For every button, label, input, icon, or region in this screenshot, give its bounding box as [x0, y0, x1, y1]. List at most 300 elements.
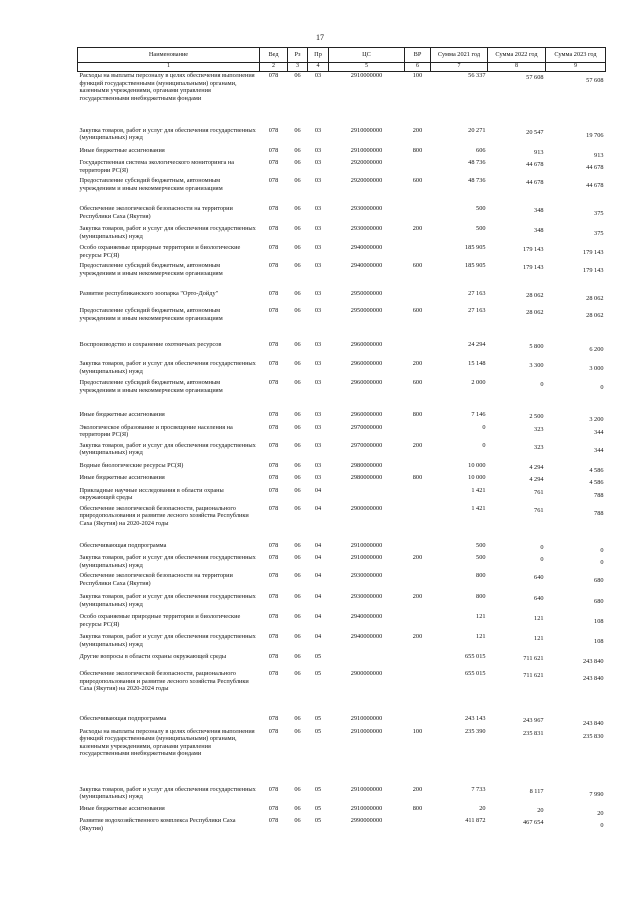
cell-name: Закупка товаров, работ и услуг для обеспечения государственных (муниципальных) нужд — [79, 126, 256, 142]
cell-rz: 06 — [294, 159, 301, 167]
cell-sum-2021: 185 905 — [465, 244, 486, 252]
cell-sum-2022: 761 — [534, 506, 544, 514]
cell-sum-2022: 8 117 — [529, 787, 544, 795]
cell-rz: 06 — [294, 441, 301, 449]
header-sum-2021: Сумма 2021 год — [431, 48, 488, 63]
cell-ved: 078 — [268, 613, 279, 621]
cell-ved: 078 — [268, 72, 279, 79]
cell-sum-2022: 121 — [534, 615, 544, 623]
cell-sum-2022: 4 294 — [529, 463, 544, 471]
table-row — [78, 147, 606, 160]
cell-sum-2022: 28 062 — [526, 309, 544, 317]
table-row — [78, 341, 606, 360]
cell-pr: 04 — [314, 541, 322, 549]
cell-sum-2023: 4 586 — [589, 479, 604, 487]
cell-cs: 2950000000 — [350, 290, 383, 298]
cell-cs: 2910000000 — [350, 785, 383, 793]
cell-ved: 078 — [268, 727, 279, 735]
table-row — [78, 127, 606, 147]
table-row — [78, 307, 606, 341]
table-row — [78, 424, 606, 442]
table-row — [78, 205, 606, 225]
cell-cs: 2940000000 — [350, 262, 383, 270]
table-row — [78, 262, 606, 290]
cell-sum-2021: 48 736 — [468, 159, 486, 167]
cell-ved: 078 — [268, 633, 279, 641]
cell-cs: 2910000000 — [350, 715, 383, 723]
table-row — [78, 715, 606, 728]
cell-vr — [405, 572, 431, 593]
cell-sum-2021: 655 015 — [465, 653, 486, 661]
cell-sum-2023: 913 — [594, 151, 604, 159]
table-row — [78, 554, 606, 572]
cell-pr: 04 — [314, 504, 322, 512]
cell-ved: 078 — [268, 593, 279, 601]
cell-sum-2021: 243 143 — [465, 715, 486, 723]
cell-sum-2022: 0 — [540, 556, 544, 564]
cell-rz: 06 — [294, 411, 301, 419]
cell-sum-2022: 44 678 — [526, 179, 544, 187]
cell-pr: 05 — [314, 715, 322, 723]
cell-sum-2021: 10 000 — [468, 461, 486, 469]
cell-pr: 05 — [314, 727, 322, 735]
cell-pr: 04 — [314, 486, 322, 494]
cell-cs: 2910000000 — [350, 541, 383, 549]
table-row — [78, 505, 606, 542]
header-row — [78, 48, 606, 63]
cell-rz: 06 — [294, 461, 301, 469]
column-number: 4 — [308, 63, 329, 72]
cell-sum-2021: 0 — [482, 423, 486, 431]
cell-rz: 06 — [294, 804, 301, 812]
cell-name: Развитие водохозяйственного комплекса Республики Саха (Якутия) — [79, 817, 236, 832]
column-number: 2 — [260, 63, 288, 72]
cell-vr: 800 — [412, 411, 423, 419]
cell-name: Расходы на выплаты персоналу в целях обеспечения выполнения функций государственными (муниципальными) органами, казенными учреждениями, органами управления государственными внебюджетными фондами — [79, 727, 255, 758]
cell-sum-2021: 800 — [476, 593, 486, 601]
cell-ved: 078 — [268, 572, 279, 580]
cell-sum-2022: 0 — [540, 543, 544, 551]
cell-sum-2021: 27 163 — [468, 290, 486, 298]
table-row — [78, 786, 606, 805]
cell-vr — [405, 653, 431, 670]
table-row — [78, 462, 606, 475]
cell-cs — [329, 487, 405, 505]
cell-rz: 06 — [294, 341, 301, 349]
cell-ved: 078 — [268, 126, 279, 134]
cell-sum-2023: 28 062 — [586, 312, 604, 320]
cell-cs: 2990000000 — [350, 817, 383, 825]
cell-sum-2022: 640 — [534, 595, 544, 603]
cell-vr — [405, 159, 431, 177]
cell-sum-2023: 44 678 — [586, 164, 604, 172]
cell-cs: 2910000000 — [350, 804, 383, 812]
cell-cs: 2900000000 — [350, 504, 383, 512]
cell-sum-2021: 2 000 — [471, 379, 486, 387]
cell-sum-2023: 108 — [594, 618, 604, 626]
cell-sum-2021: 0 — [482, 441, 486, 449]
cell-name: Иные бюджетные ассигнования — [79, 804, 165, 812]
column-number: 1 — [78, 63, 260, 72]
cell-ved: 078 — [268, 290, 279, 298]
cell-rz: 06 — [294, 633, 301, 641]
cell-vr: 200 — [412, 554, 423, 562]
cell-cs: 2940000000 — [350, 633, 383, 641]
cell-name: Обеспечивающая подпрограмма — [79, 541, 167, 549]
cell-vr: 800 — [412, 474, 423, 482]
cell-vr: 800 — [412, 804, 423, 812]
cell-pr: 04 — [314, 593, 322, 601]
cell-sum-2023: 0 — [600, 559, 604, 567]
table-row — [78, 360, 606, 379]
cell-cs: 2960000000 — [350, 379, 383, 387]
cell-rz: 06 — [294, 72, 301, 79]
cell-cs: 2980000000 — [350, 474, 383, 482]
table-row — [78, 542, 606, 555]
cell-vr — [405, 341, 431, 360]
cell-pr: 05 — [314, 670, 322, 678]
cell-sum-2023: 57 608 — [586, 77, 604, 84]
cell-cs: 2930000000 — [350, 572, 383, 580]
cell-vr: 100 — [412, 72, 423, 79]
cell-name: Закупка товаров, работ и услуг для обеспечения государственных (муниципальных) нужд — [79, 441, 256, 457]
cell-sum-2021: 121 — [476, 633, 486, 641]
cell-vr — [405, 290, 431, 307]
cell-cs: 2970000000 — [350, 441, 383, 449]
cell-ved: 078 — [268, 817, 279, 825]
cell-name: Обеспечение экологической безопасности на территории Республики Саха (Якутия) — [79, 205, 233, 220]
cell-cs: 2960000000 — [350, 360, 383, 368]
cell-vr: 800 — [412, 146, 423, 154]
cell-pr: 05 — [314, 817, 322, 825]
cell-ved: 078 — [268, 504, 279, 512]
cell-ved: 078 — [268, 262, 279, 270]
cell-rz: 06 — [294, 262, 301, 270]
cell-pr: 03 — [314, 461, 322, 469]
cell-cs: 2910000000 — [350, 146, 383, 154]
cell-sum-2022: 761 — [534, 488, 544, 496]
cell-sum-2022: 323 — [534, 443, 544, 451]
cell-name: Другие вопросы в области охраны окружающей среды — [79, 653, 227, 661]
cell-name: Государственная система экологического мониторинга на территории РС(Я) — [79, 159, 234, 174]
cell-cs: 2930000000 — [350, 205, 383, 213]
cell-name: Обеспечивающая подпрограмма — [79, 715, 167, 723]
column-number: 8 — [488, 63, 546, 72]
cell-ved: 078 — [268, 804, 279, 812]
cell-ved: 078 — [268, 653, 279, 661]
cell-cs: 2950000000 — [350, 307, 383, 315]
cell-ved: 078 — [268, 411, 279, 419]
cell-sum-2023: 19 706 — [586, 131, 604, 139]
cell-vr — [405, 542, 431, 555]
cell-name: Иные бюджетные ассигнования — [79, 146, 165, 154]
cell-sum-2021: 7 733 — [471, 785, 486, 793]
cell-vr: 600 — [412, 177, 423, 185]
table-row — [78, 670, 606, 715]
header-vr: ВР — [405, 48, 431, 63]
cell-sum-2022: 28 062 — [526, 292, 544, 300]
cell-sum-2021: 500 — [476, 205, 486, 213]
cell-sum-2023: 6 200 — [589, 346, 604, 354]
cell-sum-2021: 121 — [476, 613, 486, 621]
table-row — [78, 572, 606, 593]
cell-sum-2022: 20 547 — [526, 128, 544, 136]
cell-sum-2021: 800 — [476, 572, 486, 580]
cell-ved: 078 — [268, 541, 279, 549]
cell-name: Обеспечение экологической безопасности на территории Республики Саха (Якутия) — [79, 572, 233, 587]
cell-sum-2023: 243 840 — [583, 675, 604, 683]
cell-rz: 06 — [294, 727, 301, 735]
table-row — [78, 159, 606, 177]
cell-sum-2021: 20 — [479, 804, 486, 812]
cell-cs: 2920000000 — [350, 159, 383, 167]
cell-sum-2023: 179 143 — [583, 267, 604, 275]
cell-sum-2023: 375 — [594, 210, 604, 218]
cell-rz: 06 — [294, 379, 301, 387]
column-number: 7 — [431, 63, 488, 72]
cell-rz: 06 — [294, 307, 301, 315]
cell-pr: 03 — [314, 360, 322, 368]
cell-name: Закупка товаров, работ и услуг для обеспечения государственных (муниципальных) нужд — [79, 225, 256, 240]
cell-vr — [405, 462, 431, 475]
cell-vr: 200 — [412, 441, 423, 449]
cell-name: Предоставление субсидий бюджетным, автономным учреждениям и иным некоммерческим организациям — [79, 307, 223, 322]
cell-rz: 06 — [294, 817, 301, 825]
cell-sum-2021: 500 — [476, 541, 486, 549]
cell-rz: 06 — [294, 423, 301, 431]
cell-ved: 078 — [268, 474, 279, 482]
cell-pr: 03 — [314, 146, 322, 154]
cell-ved: 078 — [268, 554, 279, 562]
cell-pr: 03 — [314, 244, 322, 252]
header-pr: Пр — [308, 48, 329, 63]
cell-sum-2022: 3 300 — [529, 362, 544, 370]
column-number-row — [78, 63, 606, 72]
cell-sum-2023: 28 062 — [586, 295, 604, 303]
cell-name: Воспроизводство и сохранение охотничьих ресурсов — [79, 341, 222, 349]
page-number: 17 — [316, 33, 324, 42]
cell-vr: 200 — [412, 360, 423, 368]
cell-sum-2022: 179 143 — [523, 246, 544, 254]
budget-table — [77, 47, 606, 835]
cell-sum-2023: 3 000 — [589, 365, 604, 373]
cell-rz: 06 — [294, 360, 301, 368]
cell-name: Закупка товаров, работ и услуг для обеспечения государственных (муниципальных) нужд — [79, 785, 256, 801]
cell-sum-2021: 27 163 — [468, 307, 486, 315]
cell-sum-2022: 467 654 — [523, 819, 544, 827]
cell-ved: 078 — [268, 461, 279, 469]
column-number: 5 — [329, 63, 405, 72]
cell-cs: 2930000000 — [350, 593, 383, 601]
cell-name: Обеспечение экологической безопасности, рационального природопользования и развитие лесного хозяйства Республики Саха (Якутия) на 2020-2024 годы — [79, 504, 249, 527]
cell-sum-2021: 606 — [476, 146, 486, 154]
cell-rz: 06 — [294, 653, 301, 661]
cell-pr: 04 — [314, 613, 322, 621]
cell-vr: 200 — [412, 225, 423, 233]
cell-sum-2021: 56 337 — [468, 72, 486, 79]
cell-pr: 03 — [314, 290, 322, 298]
cell-ved: 078 — [268, 670, 279, 678]
cell-pr: 03 — [314, 225, 322, 233]
cell-name: Особо охраняемые природные территории и биологические ресурсы РС(Я) — [79, 244, 241, 259]
cell-pr: 03 — [314, 205, 322, 213]
cell-sum-2023: 0 — [600, 546, 604, 554]
cell-sum-2022: 711 621 — [523, 672, 544, 680]
cell-rz: 06 — [294, 613, 301, 621]
cell-name: Закупка товаров, работ и услуг для обеспечения государственных (муниципальных) нужд — [79, 633, 256, 648]
cell-ved: 078 — [268, 307, 279, 315]
cell-name: Водные биологические ресурсы РС(Я) — [79, 461, 184, 469]
header-ved: Вед — [260, 48, 288, 63]
cell-name: Экологическое образование и просвещение населения на территории РС(Я) — [79, 423, 233, 439]
cell-sum-2021: 1 421 — [471, 504, 486, 512]
cell-vr: 600 — [412, 262, 423, 270]
cell-name: Расходы на выплаты персоналу в целях обеспечения выполнения функций государственными (муниципальными) органами, казенными учреждениями, органами управления государственными внебюджетными фондами — [79, 72, 255, 102]
cell-sum-2023: 235 830 — [583, 732, 604, 740]
cell-ved: 078 — [268, 441, 279, 449]
cell-sum-2023: 3 200 — [589, 416, 604, 424]
cell-vr: 600 — [412, 307, 423, 315]
cell-rz: 06 — [294, 225, 301, 233]
cell-sum-2021: 500 — [476, 554, 486, 562]
cell-pr: 03 — [314, 423, 322, 431]
cell-sum-2023: 243 840 — [583, 658, 604, 666]
cell-rz: 06 — [294, 541, 301, 549]
cell-sum-2021: 235 390 — [465, 727, 486, 735]
cell-pr: 03 — [314, 307, 322, 315]
cell-vr — [405, 817, 431, 835]
cell-rz: 06 — [294, 126, 301, 134]
table-row — [78, 290, 606, 307]
cell-pr: 03 — [314, 411, 322, 419]
cell-sum-2023: 7 990 — [589, 790, 604, 798]
cell-vr — [405, 613, 431, 633]
cell-sum-2022: 179 143 — [523, 264, 544, 272]
cell-vr — [405, 424, 431, 442]
cell-sum-2023: 375 — [594, 230, 604, 238]
table-row — [78, 474, 606, 487]
cell-sum-2023: 344 — [594, 428, 604, 436]
cell-sum-2022: 348 — [534, 207, 544, 215]
table-row — [78, 379, 606, 411]
cell-pr: 05 — [314, 785, 322, 793]
cell-name: Иные бюджетные ассигнования — [79, 411, 165, 419]
cell-name: Развитие республиканского зоопарка "Орто-Дойду" — [79, 290, 219, 298]
cell-pr: 04 — [314, 572, 322, 580]
table-row — [78, 442, 606, 462]
cell-sum-2022: 20 — [537, 806, 544, 814]
table-row — [78, 225, 606, 244]
cell-sum-2023: 788 — [594, 509, 604, 517]
cell-ved: 078 — [268, 244, 279, 252]
cell-cs — [329, 653, 405, 670]
cell-cs: 2910000000 — [350, 727, 383, 735]
cell-rz: 06 — [294, 205, 301, 213]
cell-rz: 06 — [294, 593, 301, 601]
cell-name: Предоставление субсидий бюджетным, автономным учреждениям и иным некоммерческим организациям — [79, 262, 223, 277]
cell-sum-2021: 185 905 — [465, 262, 486, 270]
cell-sum-2021: 1 421 — [471, 486, 486, 494]
cell-pr: 04 — [314, 554, 322, 562]
cell-ved: 078 — [268, 785, 279, 793]
table-row — [78, 805, 606, 818]
cell-sum-2021: 7 146 — [471, 411, 486, 419]
cell-sum-2023: 788 — [594, 491, 604, 499]
table-row — [78, 633, 606, 653]
cell-sum-2021: 48 736 — [468, 177, 486, 185]
cell-vr — [405, 205, 431, 225]
cell-cs: 2910000000 — [350, 72, 383, 79]
cell-ved: 078 — [268, 225, 279, 233]
cell-rz: 06 — [294, 244, 301, 252]
cell-sum-2021: 655 015 — [465, 670, 486, 678]
cell-ved: 078 — [268, 146, 279, 154]
cell-name: Особо охраняемые природные территории и биологические ресурсы РС(Я) — [79, 613, 241, 628]
cell-pr: 04 — [314, 633, 322, 641]
header-sum-2022: Сумма 2022 год — [488, 48, 546, 63]
cell-sum-2023: 44 678 — [586, 182, 604, 190]
cell-name: Предоставление субсидий бюджетным, автономным учреждениям и иным некоммерческим организациям — [79, 177, 223, 192]
cell-rz: 06 — [294, 177, 301, 185]
cell-ved: 078 — [268, 715, 279, 723]
table-row — [78, 593, 606, 613]
cell-pr: 05 — [314, 653, 322, 661]
cell-rz: 06 — [294, 785, 301, 793]
cell-pr: 03 — [314, 341, 322, 349]
cell-sum-2023: 179 143 — [583, 249, 604, 257]
cell-cs: 2940000000 — [350, 613, 383, 621]
cell-vr — [405, 487, 431, 505]
column-number: 9 — [546, 63, 606, 72]
cell-sum-2023: 4 586 — [589, 466, 604, 474]
cell-pr: 03 — [314, 177, 322, 185]
cell-ved: 078 — [268, 423, 279, 431]
cell-pr: 03 — [314, 159, 322, 167]
cell-sum-2023: 108 — [594, 638, 604, 646]
cell-sum-2022: 4 294 — [529, 476, 544, 484]
cell-pr: 03 — [314, 262, 322, 270]
header-sum-2023: Сумма 2023 год — [546, 48, 606, 63]
cell-sum-2023: 680 — [594, 598, 604, 606]
cell-name: Прикладные научные исследования в области охраны окружающей среды — [79, 486, 224, 502]
table-row — [78, 613, 606, 633]
cell-sum-2023: 344 — [594, 446, 604, 454]
cell-vr: 200 — [412, 633, 423, 641]
cell-sum-2021: 15 148 — [468, 360, 486, 368]
cell-vr — [405, 244, 431, 262]
cell-name: Закупка товаров, работ и услуг для обеспечения государственных (муниципальных) нужд — [79, 360, 256, 375]
cell-rz: 06 — [294, 474, 301, 482]
cell-sum-2021: 500 — [476, 225, 486, 233]
cell-sum-2022: 44 678 — [526, 161, 544, 169]
cell-sum-2021: 411 872 — [465, 817, 486, 825]
cell-rz: 06 — [294, 715, 301, 723]
cell-pr: 03 — [314, 474, 322, 482]
cell-vr: 200 — [412, 785, 423, 793]
cell-sum-2022: 348 — [534, 227, 544, 235]
cell-sum-2023: 680 — [594, 577, 604, 585]
cell-rz: 06 — [294, 554, 301, 562]
cell-sum-2022: 243 967 — [523, 717, 544, 725]
table-row — [78, 177, 606, 205]
cell-sum-2023: 0 — [600, 384, 604, 392]
table-row — [78, 487, 606, 505]
cell-cs: 2940000000 — [350, 244, 383, 252]
cell-sum-2023: 243 840 — [583, 720, 604, 728]
cell-pr: 03 — [314, 126, 322, 134]
cell-vr: 200 — [412, 593, 423, 601]
cell-vr — [405, 715, 431, 728]
